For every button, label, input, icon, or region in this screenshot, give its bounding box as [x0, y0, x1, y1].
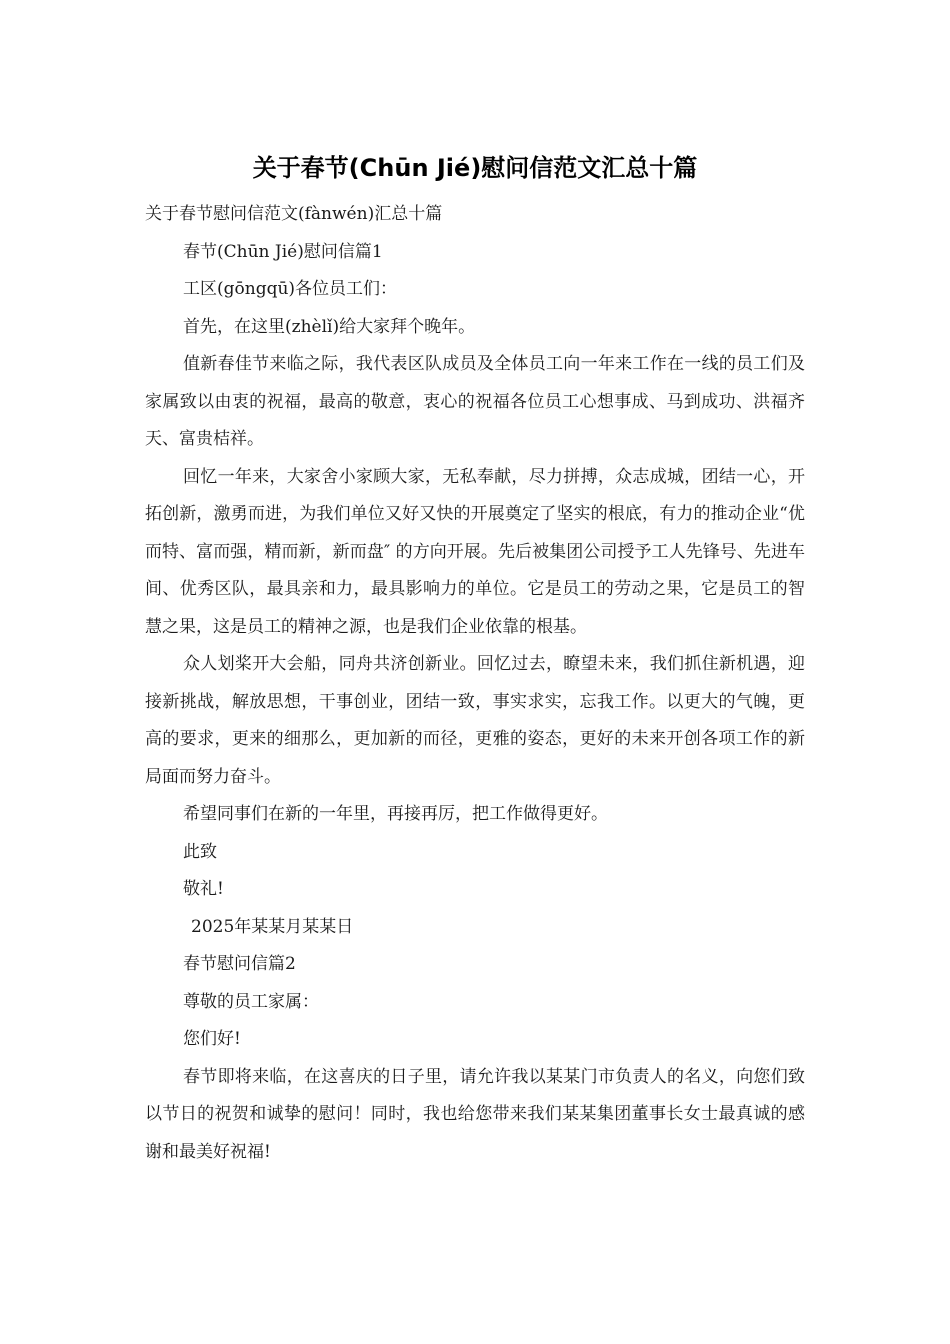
section-heading-2: 春节慰问信篇2 [183, 954, 296, 974]
body-paragraph: 春节即将来临，在这喜庆的日子里，请允许我以某某门市负责人的名义，向您们致以节日的祝贺和诚挚的慰问！同时，我也给您带来我们某某集团董事长女士最真诚的感谢和最美好祝福! [145, 1066, 805, 1162]
document-body [145, 196, 805, 1171]
date-line: 2025年某某月某某日 [191, 916, 354, 937]
greeting-line: 您们好! [183, 1029, 241, 1049]
body-paragraph: 回忆一年来，大家舍小家顾大家，无私奉献，尽力拼搏，众志成城，团结一心，开拓创新，激勇而进，为我们单位又好又快的开展奠定了坚实的根底，有力的推动企业“优而特、富而强，精而新，新而盘″ 的方向开展。先后被集团公司授予工人先锋号、先进车间、优秀区队，最具亲和力，最具影响力的单位。它是员工的劳动之果，它是员工的智慧之果，这是员工的精神之源，也是我们企业依靠的根基。 [145, 466, 805, 637]
body-paragraph: 值新春佳节来临之际，我代表区队成员及全体员工向一年来工作在一线的员工们及家属致以由衷的祝福，最高的敬意，衷心的祝福各位员工心想事成、马到成功、洪福齐天、富贵桔祥。 [145, 354, 805, 449]
section-heading-1: 春节(Chūn Jié)慰问信篇1 [183, 241, 383, 262]
subtitle-paragraph: 关于春节慰问信范文(fànwén)汇总十篇 [145, 204, 443, 224]
salutation: 尊敬的员工家属： [183, 991, 319, 1012]
closing-line: 敬礼! [183, 879, 224, 899]
closing-line: 此致 [183, 841, 217, 862]
body-paragraph: 首先，在这里(zhèlǐ)给大家拜个晚年。 [183, 316, 476, 337]
document-title: 关于春节(Chūn Jié)慰问信范文汇总十篇 [252, 154, 698, 182]
body-paragraph: 众人划桨开大会船，同舟共济创新业。回忆过去，瞭望未来，我们抓住新机遇，迎接新挑战，解放思想，干事创业，团结一致，事实求实，忘我工作。以更大的气魄，更高的要求，更来的细那么，更加新的而径，更雅的姿态，更好的未来开创各项工作的新局面而努力奋斗。 [145, 654, 805, 787]
body-paragraph: 希望同事们在新的一年里，再接再厉，把工作做得更好。 [183, 804, 608, 824]
salutation: 工区(gōngqū)各位员工们： [183, 279, 398, 299]
